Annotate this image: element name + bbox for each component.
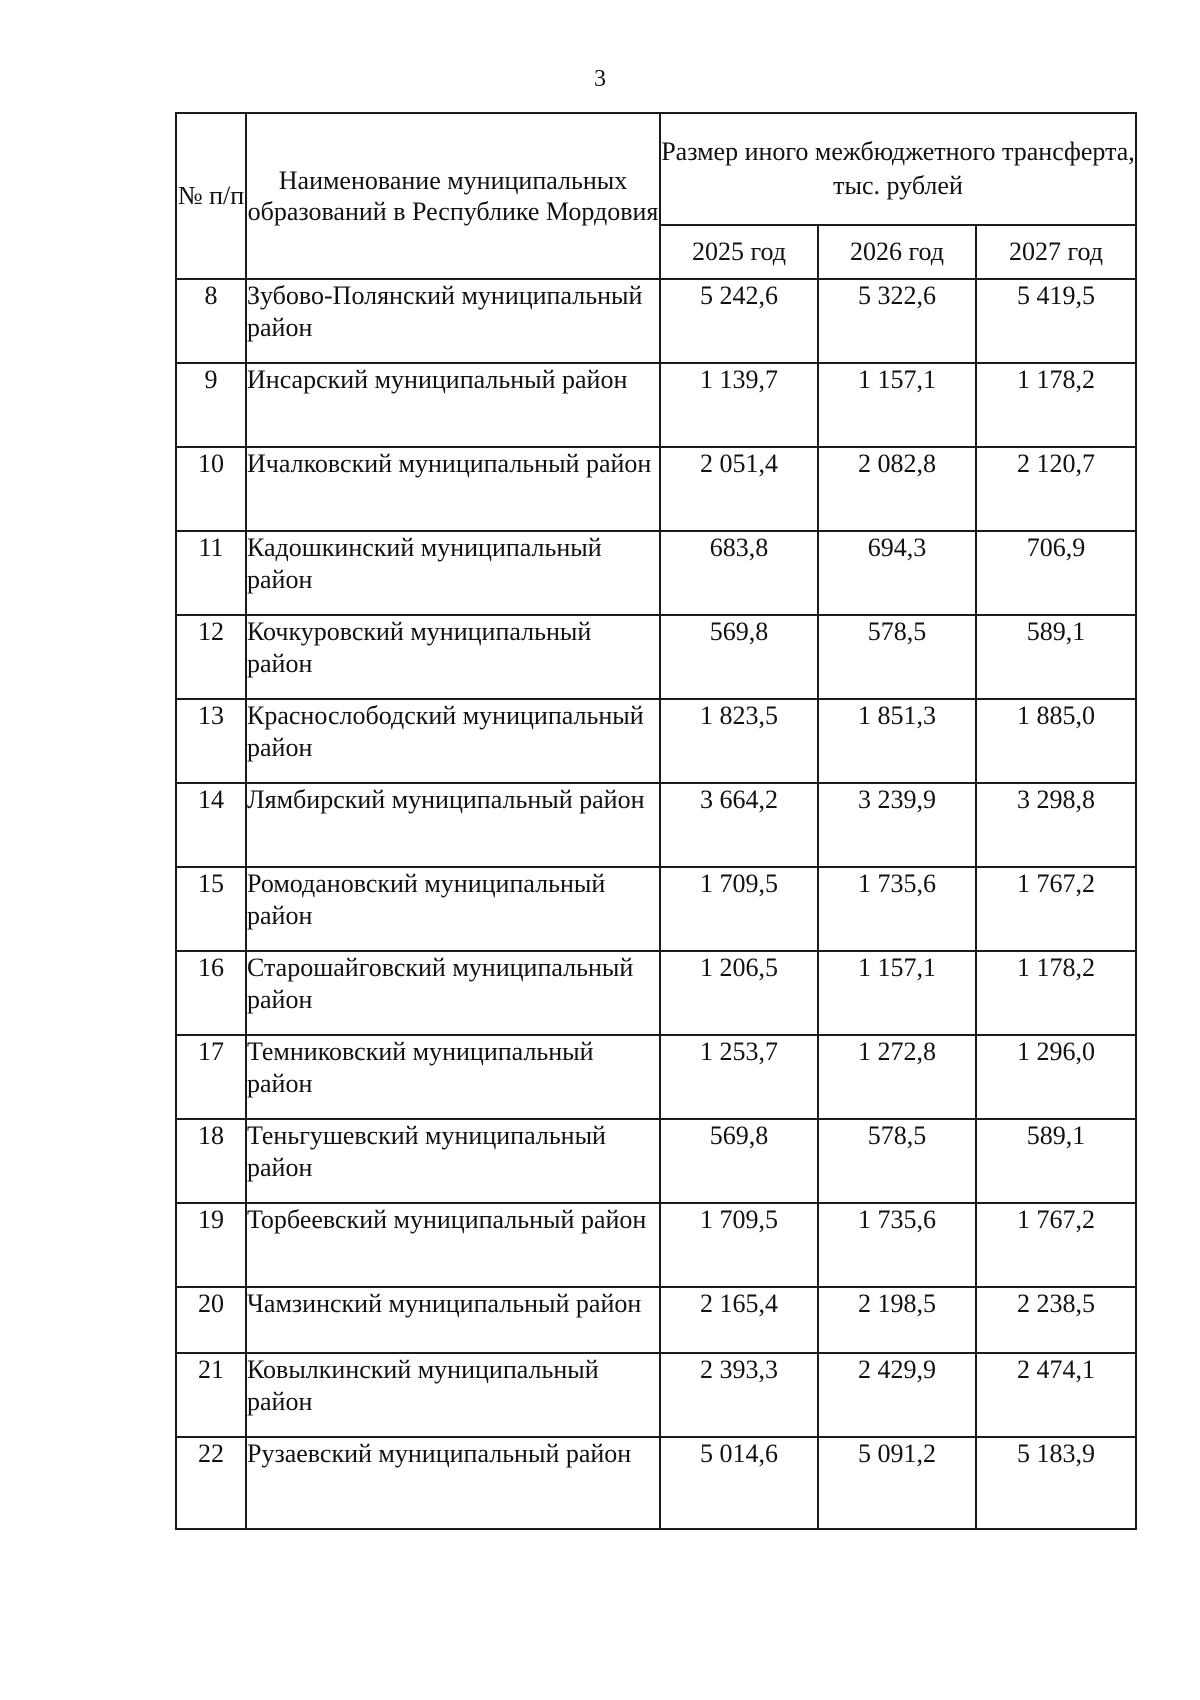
- row-value-2026: 578,5: [818, 615, 976, 699]
- row-value-2027: 2 238,5: [976, 1287, 1136, 1353]
- row-value-2027: 5 419,5: [976, 279, 1136, 363]
- row-number: 15: [176, 867, 246, 951]
- header-num: № п/п: [176, 113, 246, 279]
- row-municipality-name: Ковылкинский муниципальный район: [246, 1353, 660, 1437]
- row-number: 11: [176, 531, 246, 615]
- row-value-2025: 1 709,5: [660, 867, 818, 951]
- row-value-2026: 2 082,8: [818, 447, 976, 531]
- table-row: [176, 1437, 1136, 1529]
- row-value-2025: 2 051,4: [660, 447, 818, 531]
- row-value-2026: 5 091,2: [818, 1437, 976, 1529]
- row-value-2027: 706,9: [976, 531, 1136, 615]
- table-body: [176, 279, 1136, 1529]
- header-name: Наименование муниципальных образований в Республике Мордовия: [246, 113, 660, 279]
- header-year-2026: 2026 год: [818, 225, 976, 279]
- row-value-2026: 1 272,8: [818, 1035, 976, 1119]
- row-value-2027: 5 183,9: [976, 1437, 1136, 1529]
- row-number: 10: [176, 447, 246, 531]
- row-value-2025: 683,8: [660, 531, 818, 615]
- row-number: 18: [176, 1119, 246, 1203]
- table-row: [176, 1203, 1136, 1287]
- row-number: 21: [176, 1353, 246, 1437]
- row-municipality-name: Зубово-Полянский муниципальный район: [246, 279, 660, 363]
- row-number: 22: [176, 1437, 246, 1529]
- row-value-2025: 569,8: [660, 615, 818, 699]
- row-value-2027: 3 298,8: [976, 783, 1136, 867]
- row-municipality-name: Ичалковский муниципальный район: [246, 447, 660, 531]
- row-value-2026: 1 735,6: [818, 867, 976, 951]
- row-value-2025: 2 393,3: [660, 1353, 818, 1437]
- row-value-2027: 1 885,0: [976, 699, 1136, 783]
- row-value-2025: 2 165,4: [660, 1287, 818, 1353]
- row-value-2027: 1 178,2: [976, 951, 1136, 1035]
- row-value-2026: 1 851,3: [818, 699, 976, 783]
- table-row: [176, 447, 1136, 531]
- row-value-2025: 1 139,7: [660, 363, 818, 447]
- row-value-2025: 1 823,5: [660, 699, 818, 783]
- row-value-2026: 5 322,6: [818, 279, 976, 363]
- row-municipality-name: Чамзинский муниципальный район: [246, 1287, 660, 1353]
- table-row: [176, 363, 1136, 447]
- row-municipality-name: Рузаевский муниципальный район: [246, 1437, 660, 1529]
- page-number: 3: [594, 66, 606, 92]
- row-number: 16: [176, 951, 246, 1035]
- row-municipality-name: Кадошкинский муниципальный район: [246, 531, 660, 615]
- row-value-2026: 694,3: [818, 531, 976, 615]
- row-number: 17: [176, 1035, 246, 1119]
- table-header: [176, 113, 1136, 279]
- row-number: 13: [176, 699, 246, 783]
- table-row: [176, 279, 1136, 363]
- row-value-2027: 1 767,2: [976, 1203, 1136, 1287]
- table-row: [176, 531, 1136, 615]
- table-row: [176, 783, 1136, 867]
- table-row: [176, 699, 1136, 783]
- table-row: [176, 1353, 1136, 1437]
- row-value-2026: 3 239,9: [818, 783, 976, 867]
- row-number: 8: [176, 279, 246, 363]
- table-row: [176, 615, 1136, 699]
- row-number: 14: [176, 783, 246, 867]
- row-municipality-name: Торбеевский муниципальный район: [246, 1203, 660, 1287]
- row-value-2025: 3 664,2: [660, 783, 818, 867]
- row-municipality-name: Ромодановский муниципальный район: [246, 867, 660, 951]
- row-value-2027: 1 296,0: [976, 1035, 1136, 1119]
- table-row: [176, 951, 1136, 1035]
- row-value-2025: 569,8: [660, 1119, 818, 1203]
- row-municipality-name: Темниковский муниципальный район: [246, 1035, 660, 1119]
- row-value-2025: 1 709,5: [660, 1203, 818, 1287]
- row-municipality-name: Кочкуровский муниципальный район: [246, 615, 660, 699]
- row-value-2025: 1 206,5: [660, 951, 818, 1035]
- row-value-2026: 2 198,5: [818, 1287, 976, 1353]
- row-municipality-name: Старошайговский муниципальный район: [246, 951, 660, 1035]
- row-value-2027: 589,1: [976, 1119, 1136, 1203]
- row-number: 20: [176, 1287, 246, 1353]
- row-value-2025: 5 242,6: [660, 279, 818, 363]
- row-number: 19: [176, 1203, 246, 1287]
- row-municipality-name: Теньгушевский муниципальный район: [246, 1119, 660, 1203]
- row-value-2027: 1 178,2: [976, 363, 1136, 447]
- row-value-2027: 2 474,1: [976, 1353, 1136, 1437]
- table-row: [176, 1119, 1136, 1203]
- table-row: [176, 1287, 1136, 1353]
- row-value-2026: 2 429,9: [818, 1353, 976, 1437]
- table-row: [176, 1035, 1136, 1119]
- table-row: [176, 867, 1136, 951]
- row-municipality-name: Инсарский муниципальный район: [246, 363, 660, 447]
- header-transfer-size: Размер иного межбюджетного трансферта, тыс. рублей: [660, 113, 1136, 225]
- row-value-2025: 5 014,6: [660, 1437, 818, 1529]
- row-value-2026: 1 157,1: [818, 363, 976, 447]
- row-value-2027: 589,1: [976, 615, 1136, 699]
- row-value-2025: 1 253,7: [660, 1035, 818, 1119]
- row-value-2027: 1 767,2: [976, 867, 1136, 951]
- row-value-2026: 1 157,1: [818, 951, 976, 1035]
- transfer-table: [175, 112, 1137, 1530]
- row-value-2026: 578,5: [818, 1119, 976, 1203]
- row-municipality-name: Краснослободский муниципальный район: [246, 699, 660, 783]
- row-municipality-name: Лямбирский муниципальный район: [246, 783, 660, 867]
- header-year-2025: 2025 год: [660, 225, 818, 279]
- row-value-2026: 1 735,6: [818, 1203, 976, 1287]
- row-number: 9: [176, 363, 246, 447]
- row-number: 12: [176, 615, 246, 699]
- row-value-2027: 2 120,7: [976, 447, 1136, 531]
- header-year-2027: 2027 год: [976, 225, 1136, 279]
